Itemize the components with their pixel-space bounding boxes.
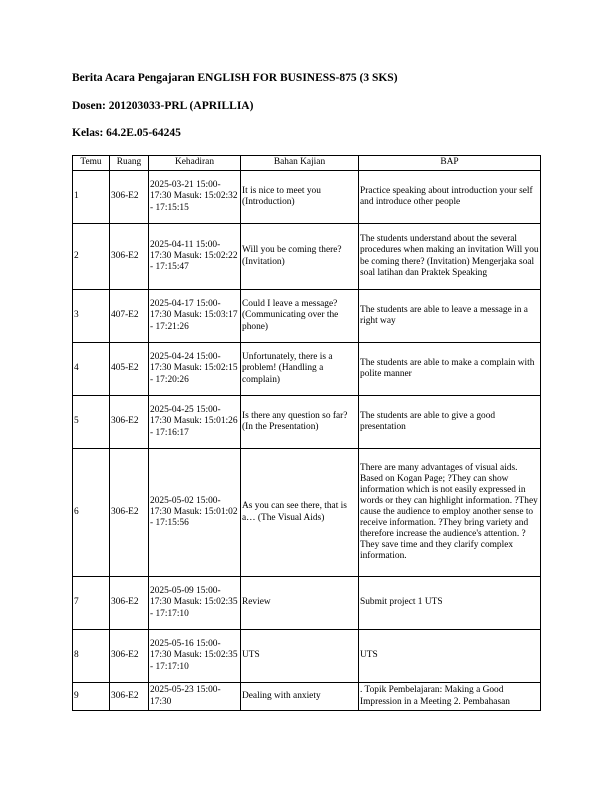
cell-ruang: 407-E2 — [110, 290, 149, 343]
cell-temu: 7 — [73, 577, 110, 630]
lecturer-line: Dosen: 201203033-PRL (APRILLIA) — [72, 100, 254, 112]
column-header-bap: BAP — [359, 156, 541, 171]
teaching-log-table — [72, 155, 541, 711]
column-header-ruang: Ruang — [110, 156, 149, 171]
cell-temu: 9 — [73, 683, 110, 711]
cell-bahan-kajian: Dealing with anxiety — [241, 683, 359, 711]
cell-ruang: 306-E2 — [110, 683, 149, 711]
cell-bap: The students are able to make a complain with polite manner — [359, 343, 541, 396]
table-row — [73, 683, 541, 711]
cell-temu: 8 — [73, 630, 110, 683]
column-header-kehadiran: Kehadiran — [149, 156, 241, 171]
cell-bahan-kajian: As you can see there, that is a… (The Visual Aids) — [241, 449, 359, 577]
cell-kehadiran: 2025-05-09 15:00-17:30 Masuk: 15:02:35 - 17:17:10 — [149, 577, 241, 630]
cell-bap: UTS — [359, 630, 541, 683]
cell-kehadiran-text: 2025-05-23 15:00-17:30 — [150, 685, 221, 707]
cell-temu: 1 — [73, 171, 110, 224]
table-row — [73, 290, 541, 343]
cell-ruang: 306-E2 — [110, 224, 149, 290]
cell-ruang: 306-E2 — [110, 630, 149, 683]
cell-bahan-kajian: Review — [241, 577, 359, 630]
cell-ruang: 405-E2 — [110, 343, 149, 396]
cell-kehadiran: 2025-04-25 15:00-17:30 Masuk: 15:01:26 - 17:16:17 — [149, 396, 241, 449]
cell-bahan-kajian: Will you be coming there? (Invitation) — [241, 224, 359, 290]
cell-ruang: 306-E2 — [110, 449, 149, 577]
table-row — [73, 224, 541, 290]
cell-kehadiran: 2025-05-02 15:00-17:30 Masuk: 15:01:02 - 17:15:56 — [149, 449, 241, 577]
cell-kehadiran — [149, 683, 241, 711]
cell-temu: 5 — [73, 396, 110, 449]
cell-bahan-kajian: UTS — [241, 630, 359, 683]
cell-bahan-kajian: It is nice to meet you (Introduction) — [241, 171, 359, 224]
cell-ruang: 306-E2 — [110, 171, 149, 224]
cell-kehadiran: 2025-03-21 15:00-17:30 Masuk: 15:02:32 - 17:15:15 — [149, 171, 241, 224]
cell-bap: There are many advantages of visual aids. Based on Kogan Page; ?They can show information which is not easily expressed in words or they can highlight information. ?They cause the audience to employ another sense to receive information. ?They bring variety and therefore increase the audience's attention. ?They save time and they clarify complex information. — [359, 449, 541, 577]
table-row — [73, 396, 541, 449]
cell-temu: 3 — [73, 290, 110, 343]
table-row — [73, 171, 541, 224]
cell-bap: The students are able to give a good presentation — [359, 396, 541, 449]
cell-bap: The students understand about the several procedures when making an invitation Will you be coming there? (Invitation) Mengerjaka soal soal latihan dan Praktek Speaking — [359, 224, 541, 290]
cell-bap-text: . Topik Pembelajaran: Making a Good Impression in a Meeting 2. Pembahasan — [360, 685, 510, 707]
cell-bahan-kajian: Is there any question so far? (In the Presentation) — [241, 396, 359, 449]
cell-kehadiran: 2025-04-24 15:00-17:30 Masuk: 15:02:15 - 17:20:26 — [149, 343, 241, 396]
cell-bap: Practice speaking about introduction your self and introduce other people — [359, 171, 541, 224]
column-header-bahan-kajian: Bahan Kajian — [241, 156, 359, 171]
cell-bap — [359, 683, 541, 711]
table-header-row — [73, 156, 541, 171]
table-row — [73, 343, 541, 396]
cell-bap: The students are able to leave a message in a right way — [359, 290, 541, 343]
cell-bahan-kajian: Unfortunately, there is a problem! (Handling a complain) — [241, 343, 359, 396]
cell-temu: 6 — [73, 449, 110, 577]
document-title: Berita Acara Pengajaran ENGLISH FOR BUSINESS-875 (3 SKS) — [72, 72, 398, 84]
cell-bahan-kajian: Could I leave a message? (Communicating over the phone) — [241, 290, 359, 343]
column-header-temu: Temu — [73, 156, 110, 171]
cell-kehadiran: 2025-05-16 15:00-17:30 Masuk: 15:02:35 - 17:17:10 — [149, 630, 241, 683]
cell-ruang: 306-E2 — [110, 396, 149, 449]
cell-temu: 4 — [73, 343, 110, 396]
table-row — [73, 630, 541, 683]
cell-kehadiran: 2025-04-11 15:00-17:30 Masuk: 15:02:22 - 17:15:47 — [149, 224, 241, 290]
cell-temu: 2 — [73, 224, 110, 290]
table-row — [73, 577, 541, 630]
table-row — [73, 449, 541, 577]
cell-kehadiran: 2025-04-17 15:00-17:30 Masuk: 15:03:17 - 17:21:26 — [149, 290, 241, 343]
cell-ruang: 306-E2 — [110, 577, 149, 630]
cell-bap: Submit project 1 UTS — [359, 577, 541, 630]
class-line: Kelas: 64.2E.05-64245 — [72, 127, 181, 139]
